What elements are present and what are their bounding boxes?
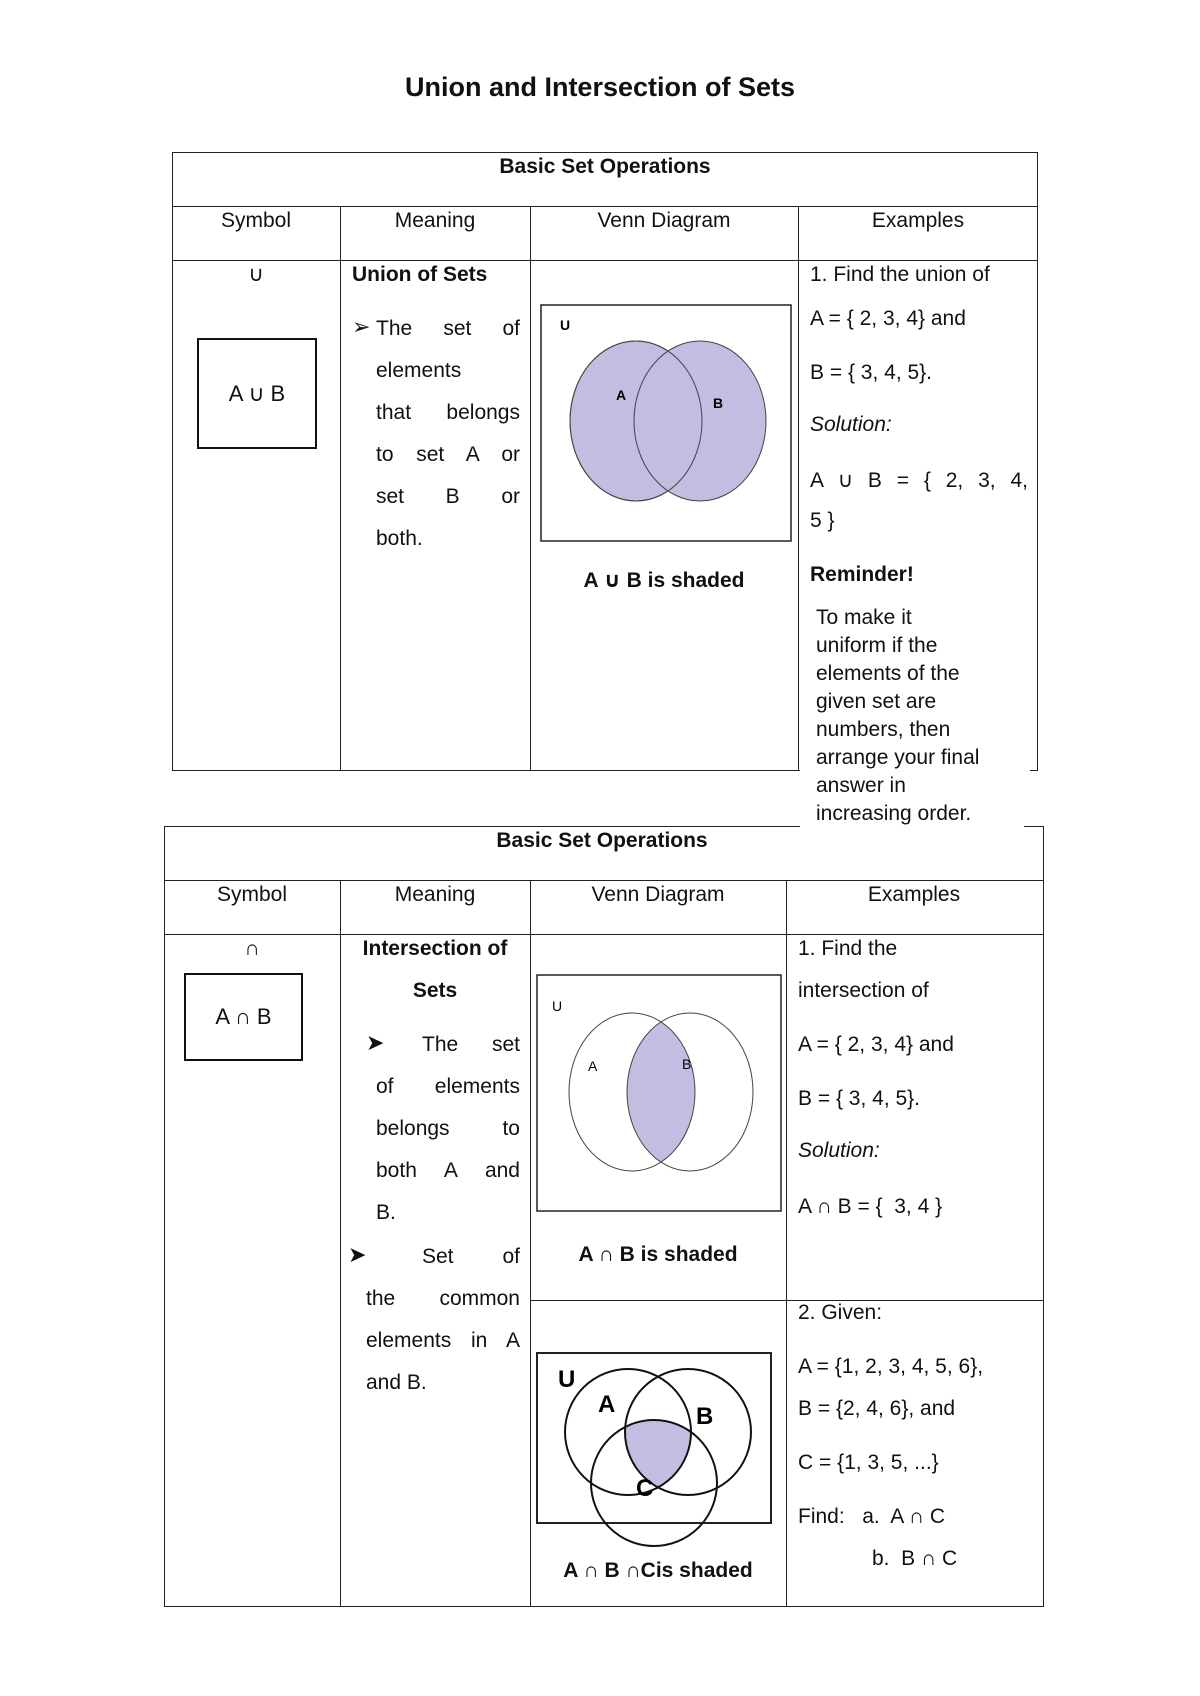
example1-answer: A ∩ B = { 3, 4 } bbox=[798, 1195, 943, 1218]
venn-universe-label: U bbox=[558, 1366, 576, 1393]
venn-universe-label: U bbox=[552, 998, 563, 1014]
col-header-venn: Venn Diagram bbox=[597, 209, 731, 232]
venn-diagram-intersection bbox=[536, 974, 782, 1212]
venn-universe-label: U bbox=[560, 317, 571, 333]
example2-line-4: C = {1, 3, 5, ...} bbox=[798, 1451, 939, 1474]
union-symbol-box bbox=[197, 338, 317, 449]
example-line-1: 1. Find the union of bbox=[810, 263, 990, 286]
example2-line-3: B = {2, 4, 6}, and bbox=[798, 1397, 956, 1420]
example2-line-2: A = {1, 2, 3, 4, 5, 6}, bbox=[798, 1355, 984, 1378]
venn-diagram-union bbox=[540, 304, 792, 542]
table-heading: Basic Set Operations bbox=[499, 155, 711, 178]
venn-diagram-three-sets bbox=[536, 1352, 772, 1524]
venn-caption: A ∪ B is shaded bbox=[583, 569, 745, 592]
bullet-arrow-icon: ➢ bbox=[352, 314, 371, 339]
union-symbol: ∪ bbox=[248, 263, 264, 286]
solution-label: Solution: bbox=[810, 413, 892, 436]
example1-line-1: 1. Find the bbox=[798, 937, 898, 960]
meaning-text: The set of elements that belongs to set A or set B or both. bbox=[376, 317, 520, 550]
intersection-symbol-box bbox=[184, 973, 303, 1061]
venn-caption: A ∩ B is shaded bbox=[578, 1243, 738, 1266]
example2-find-b: b. B ∩ C bbox=[872, 1547, 958, 1570]
venn-set-b-label: B bbox=[682, 1056, 692, 1072]
venn-set-a-label: A bbox=[598, 1391, 616, 1418]
example1-line-4: B = { 3, 4, 5}. bbox=[798, 1087, 921, 1110]
venn-set-a-label: A bbox=[616, 387, 627, 403]
venn-set-c-label: C bbox=[636, 1475, 654, 1502]
example2-find-a: Find: a. A ∩ C bbox=[798, 1505, 945, 1528]
reminder-title: Reminder! bbox=[810, 563, 914, 586]
reminder-text: To make it uniform if the elements of the given set are numbers, then arrange your final answer in increasing order. bbox=[812, 604, 1030, 828]
meaning-title: Union of Sets bbox=[352, 263, 488, 286]
col-header-venn: Venn Diagram bbox=[591, 883, 725, 906]
col-header-meaning: Meaning bbox=[394, 883, 476, 906]
meaning-title-line-1: Intersection of bbox=[362, 937, 508, 960]
venn-set-b-label: B bbox=[713, 395, 724, 411]
answer-line-1: A ∪ B = { 2, 3, 4, bbox=[810, 469, 1028, 492]
venn-set-a-label: A bbox=[588, 1058, 598, 1074]
page-title: Union and Intersection of Sets bbox=[404, 72, 796, 102]
venn-set-b-label: B bbox=[696, 1403, 714, 1430]
bullet-arrow-icon: ➤ bbox=[366, 1030, 385, 1055]
example2-line-1: 2. Given: bbox=[798, 1301, 883, 1324]
table-heading: Basic Set Operations bbox=[496, 829, 708, 852]
col-header-examples: Examples bbox=[867, 883, 961, 906]
example1-line-3: A = { 2, 3, 4} and bbox=[798, 1033, 954, 1056]
col-header-symbol: Symbol bbox=[220, 209, 292, 232]
venn-caption-three-sets: A ∩ B ∩Cis shaded bbox=[563, 1559, 753, 1582]
answer-line-2: 5 } bbox=[810, 509, 835, 532]
meaning-title-line-2: Sets bbox=[412, 979, 458, 1002]
intersection-symbol: ∩ bbox=[244, 937, 260, 960]
example1-solution-label: Solution: bbox=[798, 1139, 880, 1162]
col-header-meaning: Meaning bbox=[394, 209, 476, 232]
bullet-arrow-icon: ➤ bbox=[348, 1242, 367, 1267]
example-line-2: A = { 2, 3, 4} and bbox=[810, 307, 966, 330]
union-symbol-box-label: A ∪ B bbox=[228, 380, 286, 406]
col-header-examples: Examples bbox=[871, 209, 965, 232]
col-header-symbol: Symbol bbox=[216, 883, 288, 906]
bullet-1-text: The set of elements belongs to both A and B. bbox=[376, 1033, 520, 1224]
example-line-3: B = { 3, 4, 5}. bbox=[810, 361, 933, 384]
bullet-2-text: Set of the common elements in A and B. bbox=[366, 1245, 520, 1394]
intersection-symbol-box-label: A ∩ B bbox=[215, 1004, 272, 1029]
example1-line-2: intersection of bbox=[798, 979, 929, 1002]
